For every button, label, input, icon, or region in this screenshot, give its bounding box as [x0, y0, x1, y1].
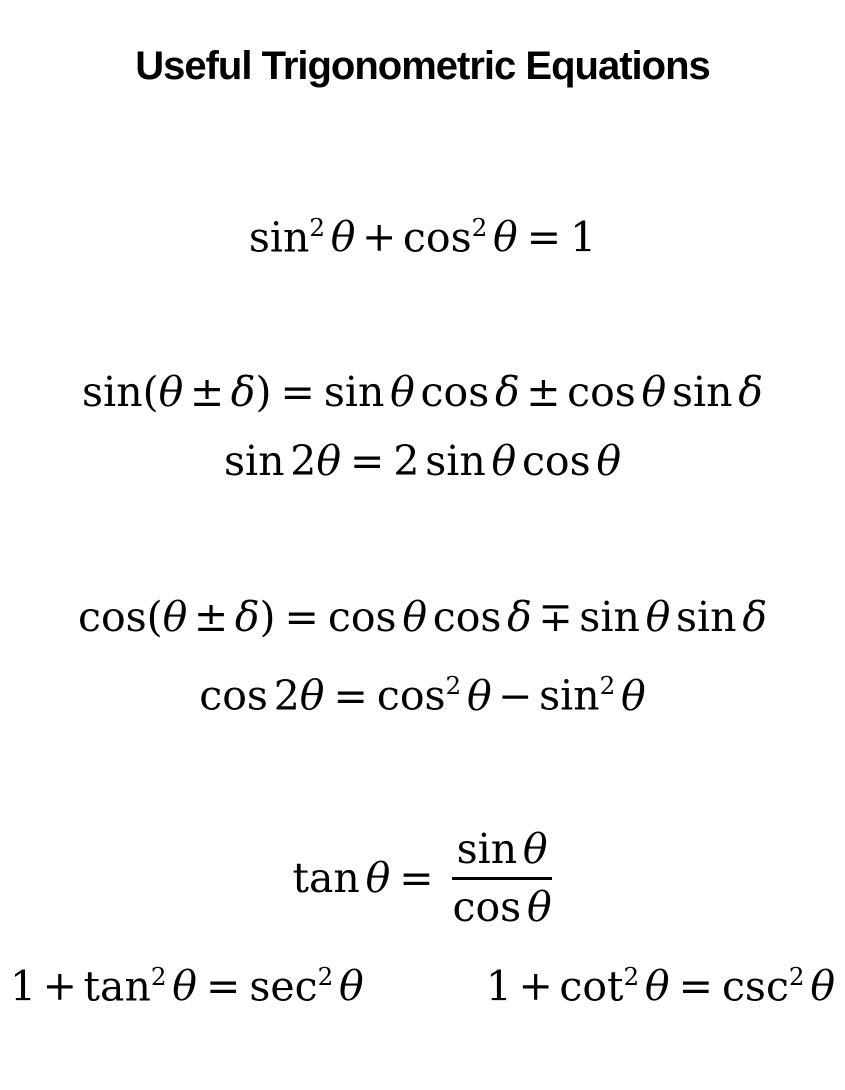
math-token: sin	[323, 368, 385, 417]
math-token: cos	[77, 593, 147, 642]
math-token: θ	[493, 213, 518, 262]
math-superscript: 2	[471, 213, 488, 242]
math-token: θ	[491, 437, 517, 486]
math-token: cos	[420, 368, 490, 417]
math-token: cos	[567, 368, 636, 417]
math-token: cot	[559, 961, 624, 1010]
open-paren: (	[142, 368, 159, 417]
math-superscript: 2	[445, 671, 462, 701]
math-token: 2	[273, 671, 300, 720]
math-token: δ	[234, 593, 260, 642]
math-superscript: 2	[309, 213, 326, 242]
math-token: θ	[330, 213, 356, 262]
math-token: csc	[721, 961, 789, 1010]
equation-tangent-ratio	[0, 826, 845, 931]
math-token: sin	[671, 368, 733, 417]
math-token: 1	[485, 961, 512, 1010]
math-superscript: 2	[317, 961, 334, 991]
math-superscript: 2	[599, 671, 616, 701]
math-token: θ	[644, 961, 670, 1010]
math-token: sin	[456, 824, 518, 873]
equation-cosecant-identity	[486, 953, 835, 1010]
math-token: 2	[393, 437, 420, 486]
math-token: cos	[521, 437, 591, 486]
equals-sign: =	[526, 213, 562, 262]
math-token: θ	[810, 961, 835, 1010]
fraction	[452, 826, 553, 931]
math-token: cos	[452, 882, 522, 931]
minus-operator: −	[498, 671, 533, 720]
equals-sign: =	[399, 853, 434, 902]
math-token: sec	[249, 961, 318, 1010]
equation-cosine-double-angle	[0, 662, 845, 719]
equation-sine-double-angle	[0, 438, 845, 485]
close-paren: )	[255, 368, 272, 417]
equals-sign: =	[333, 671, 368, 720]
math-token: θ	[522, 824, 548, 873]
math-token: 1	[10, 961, 37, 1010]
plus-minus-operator: ±	[526, 368, 561, 417]
fraction-denominator	[452, 880, 553, 931]
equals-sign: =	[678, 961, 713, 1010]
open-paren: (	[146, 593, 163, 642]
math-token: θ	[526, 882, 552, 931]
math-token: 2	[290, 437, 317, 486]
math-token: θ	[641, 368, 667, 417]
math-token: δ	[738, 368, 763, 417]
math-token: δ	[507, 593, 532, 642]
fraction-numerator	[452, 826, 553, 880]
math-token: δ	[494, 368, 520, 417]
math-token: θ	[365, 853, 391, 902]
math-token: δ	[742, 593, 767, 642]
tangent-lhs	[293, 855, 443, 902]
math-token: cos	[432, 593, 502, 642]
math-token: sin	[676, 593, 737, 642]
math-token: cos	[376, 671, 446, 720]
bottom-identities-row	[0, 953, 845, 1010]
math-token: θ	[339, 961, 364, 1010]
math-token: cos	[199, 671, 268, 720]
math-token: cos	[402, 213, 472, 262]
equals-sign: =	[280, 368, 315, 417]
plus-operator: +	[518, 961, 553, 1010]
math-token: θ	[316, 437, 342, 486]
plus-minus-operator: ±	[193, 593, 229, 642]
math-token: sin	[82, 368, 143, 417]
page-title: Useful Trigonometric Equations	[135, 44, 710, 88]
math-token: θ	[596, 437, 622, 486]
math-token: cos	[327, 593, 397, 642]
equals-sign: =	[284, 593, 319, 642]
math-token: sin	[223, 437, 285, 486]
equals-sign: =	[350, 437, 385, 486]
math-token: θ	[390, 368, 415, 417]
plus-operator: +	[42, 961, 77, 1010]
math-token: tan	[292, 853, 360, 902]
math-token: δ	[230, 368, 256, 417]
equation-secant-identity	[10, 953, 364, 1010]
math-token: θ	[162, 593, 188, 642]
math-token: θ	[621, 671, 646, 720]
equation-sine-angle-sum	[0, 369, 845, 416]
math-superscript: 2	[788, 961, 805, 991]
math-token: θ	[466, 671, 492, 720]
math-token: θ	[402, 593, 427, 642]
math-token: sin	[425, 437, 486, 486]
equation-cosine-angle-sum	[0, 594, 845, 641]
close-paren: )	[259, 593, 276, 642]
math-token: θ	[645, 593, 671, 642]
math-token: θ	[172, 961, 197, 1010]
math-token: sin	[539, 671, 600, 720]
math-token: 1	[570, 213, 597, 262]
math-superscript: 2	[623, 961, 640, 991]
equals-sign: =	[205, 961, 241, 1010]
math-token: θ	[299, 671, 325, 720]
math-token: sin	[248, 213, 310, 262]
plus-operator: +	[362, 213, 397, 262]
math-token: sin	[579, 593, 640, 642]
minus-plus-operator: ∓	[538, 593, 573, 642]
equation-pythagorean-identity	[0, 204, 845, 261]
math-token: tan	[83, 961, 151, 1010]
plus-minus-operator: ±	[189, 368, 225, 417]
math-superscript: 2	[150, 961, 167, 991]
math-token: θ	[158, 368, 184, 417]
